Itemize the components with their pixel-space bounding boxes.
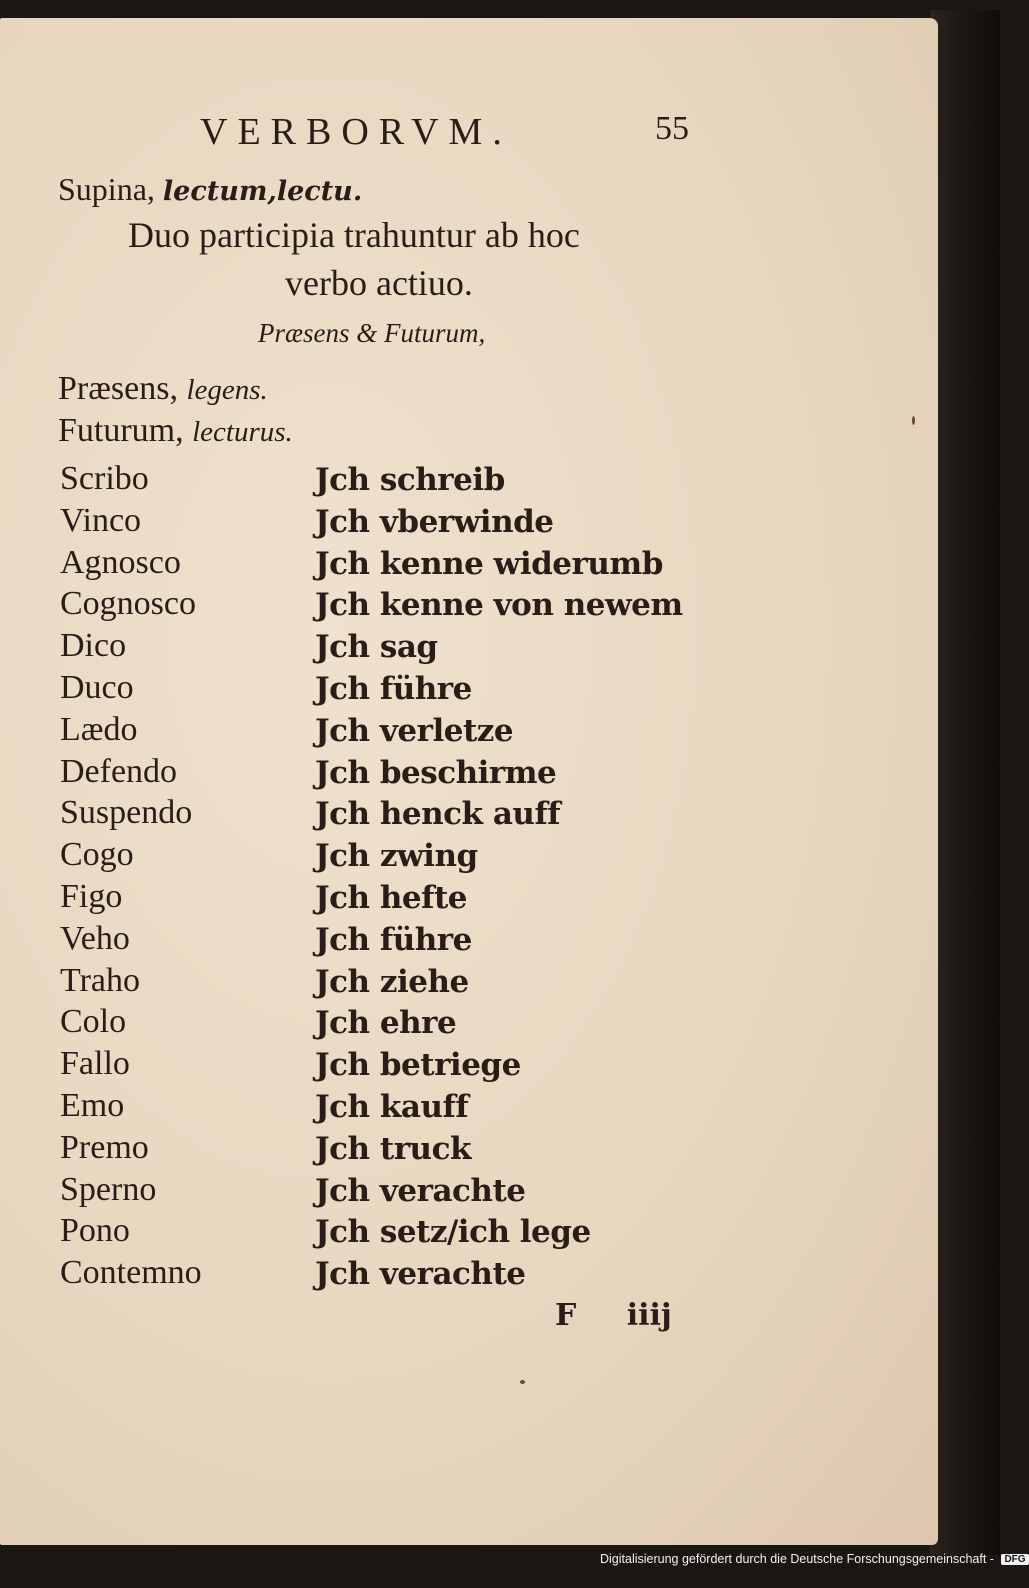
verb-german: Jch ziehe [315,964,469,1000]
verb-german: Jch kenne widerumb [315,546,663,582]
participle-form: legens. [186,374,268,406]
verb-latin: Duco [60,669,134,706]
participle-future [58,412,293,450]
verb-german: Jch vberwinde [315,504,554,540]
participle-present [58,370,268,408]
signature-mark: F iiij [555,1298,672,1333]
paper-speck [912,416,915,425]
verb-latin: Cogo [60,836,134,873]
verb-latin: Traho [60,962,140,999]
verb-latin: Cognosco [60,585,196,622]
verb-german: Jch verletze [315,713,514,749]
verb-latin: Dico [60,627,127,664]
verb-german: Jch schreib [315,462,505,498]
verb-latin: Vinco [60,502,142,539]
verb-german: Jch hefte [315,880,468,916]
supina-forms: lectum,lectu. [162,176,363,207]
verb-german: Jch verachte [315,1173,526,1209]
verb-latin: Lædo [60,711,138,748]
verb-latin: Defendo [60,753,178,790]
participle-label: Præsens, [58,370,178,407]
verb-latin: Emo [60,1087,125,1124]
page-number: 55 [655,110,689,147]
paper-speck [520,1380,525,1384]
verb-german: Jch beschirme [315,755,557,791]
running-header: VERBORVM. [200,111,512,153]
verb-latin: Premo [60,1129,149,1166]
verb-latin: Figo [60,878,123,915]
verb-german: Jch führe [315,922,472,958]
verb-latin: Veho [60,920,130,957]
verb-latin: Fallo [60,1045,130,1082]
footer-text: Digitalisierung gefördert durch die Deutsche Forschungsgemeinschaft - [600,1552,994,1566]
participle-caption: Præsens & Futurum, [258,318,486,348]
book-edge-shadow [930,10,1000,1555]
participle-form: lecturus. [192,416,293,448]
verb-german: Jch führe [315,671,472,707]
dfg-logo: DFG [1001,1554,1028,1565]
verb-german: Jch betriege [315,1047,521,1083]
digitization-footer [600,1552,1026,1574]
verb-german: Jch kenne von newem [315,587,683,623]
verb-german: Jch zwing [315,838,478,874]
participle-heading-line2: verbo actiuo. [285,263,473,303]
verb-latin: Contemno [60,1254,202,1291]
verb-latin: Pono [60,1212,130,1249]
participle-label: Futurum, [58,412,184,449]
participle-heading-line1: Duo participia trahuntur ab hoc [128,215,580,255]
verb-latin: Sperno [60,1171,157,1208]
verb-german: Jch henck auff [315,796,561,832]
verb-latin: Colo [60,1003,127,1040]
verb-german: Jch sag [315,629,438,665]
verb-german: Jch ehre [315,1005,457,1041]
verb-latin: Scribo [60,460,149,497]
book-page [0,18,938,1545]
verb-german: Jch kauff [315,1089,469,1125]
verb-german: Jch truck [315,1131,471,1167]
verb-latin: Suspendo [60,794,193,831]
verb-german: Jch setz/ich lege [315,1214,591,1250]
supina-line [58,171,362,208]
verb-latin: Agnosco [60,544,181,581]
supina-label: Supina, [58,171,155,207]
verb-german: Jch verachte [315,1256,526,1292]
